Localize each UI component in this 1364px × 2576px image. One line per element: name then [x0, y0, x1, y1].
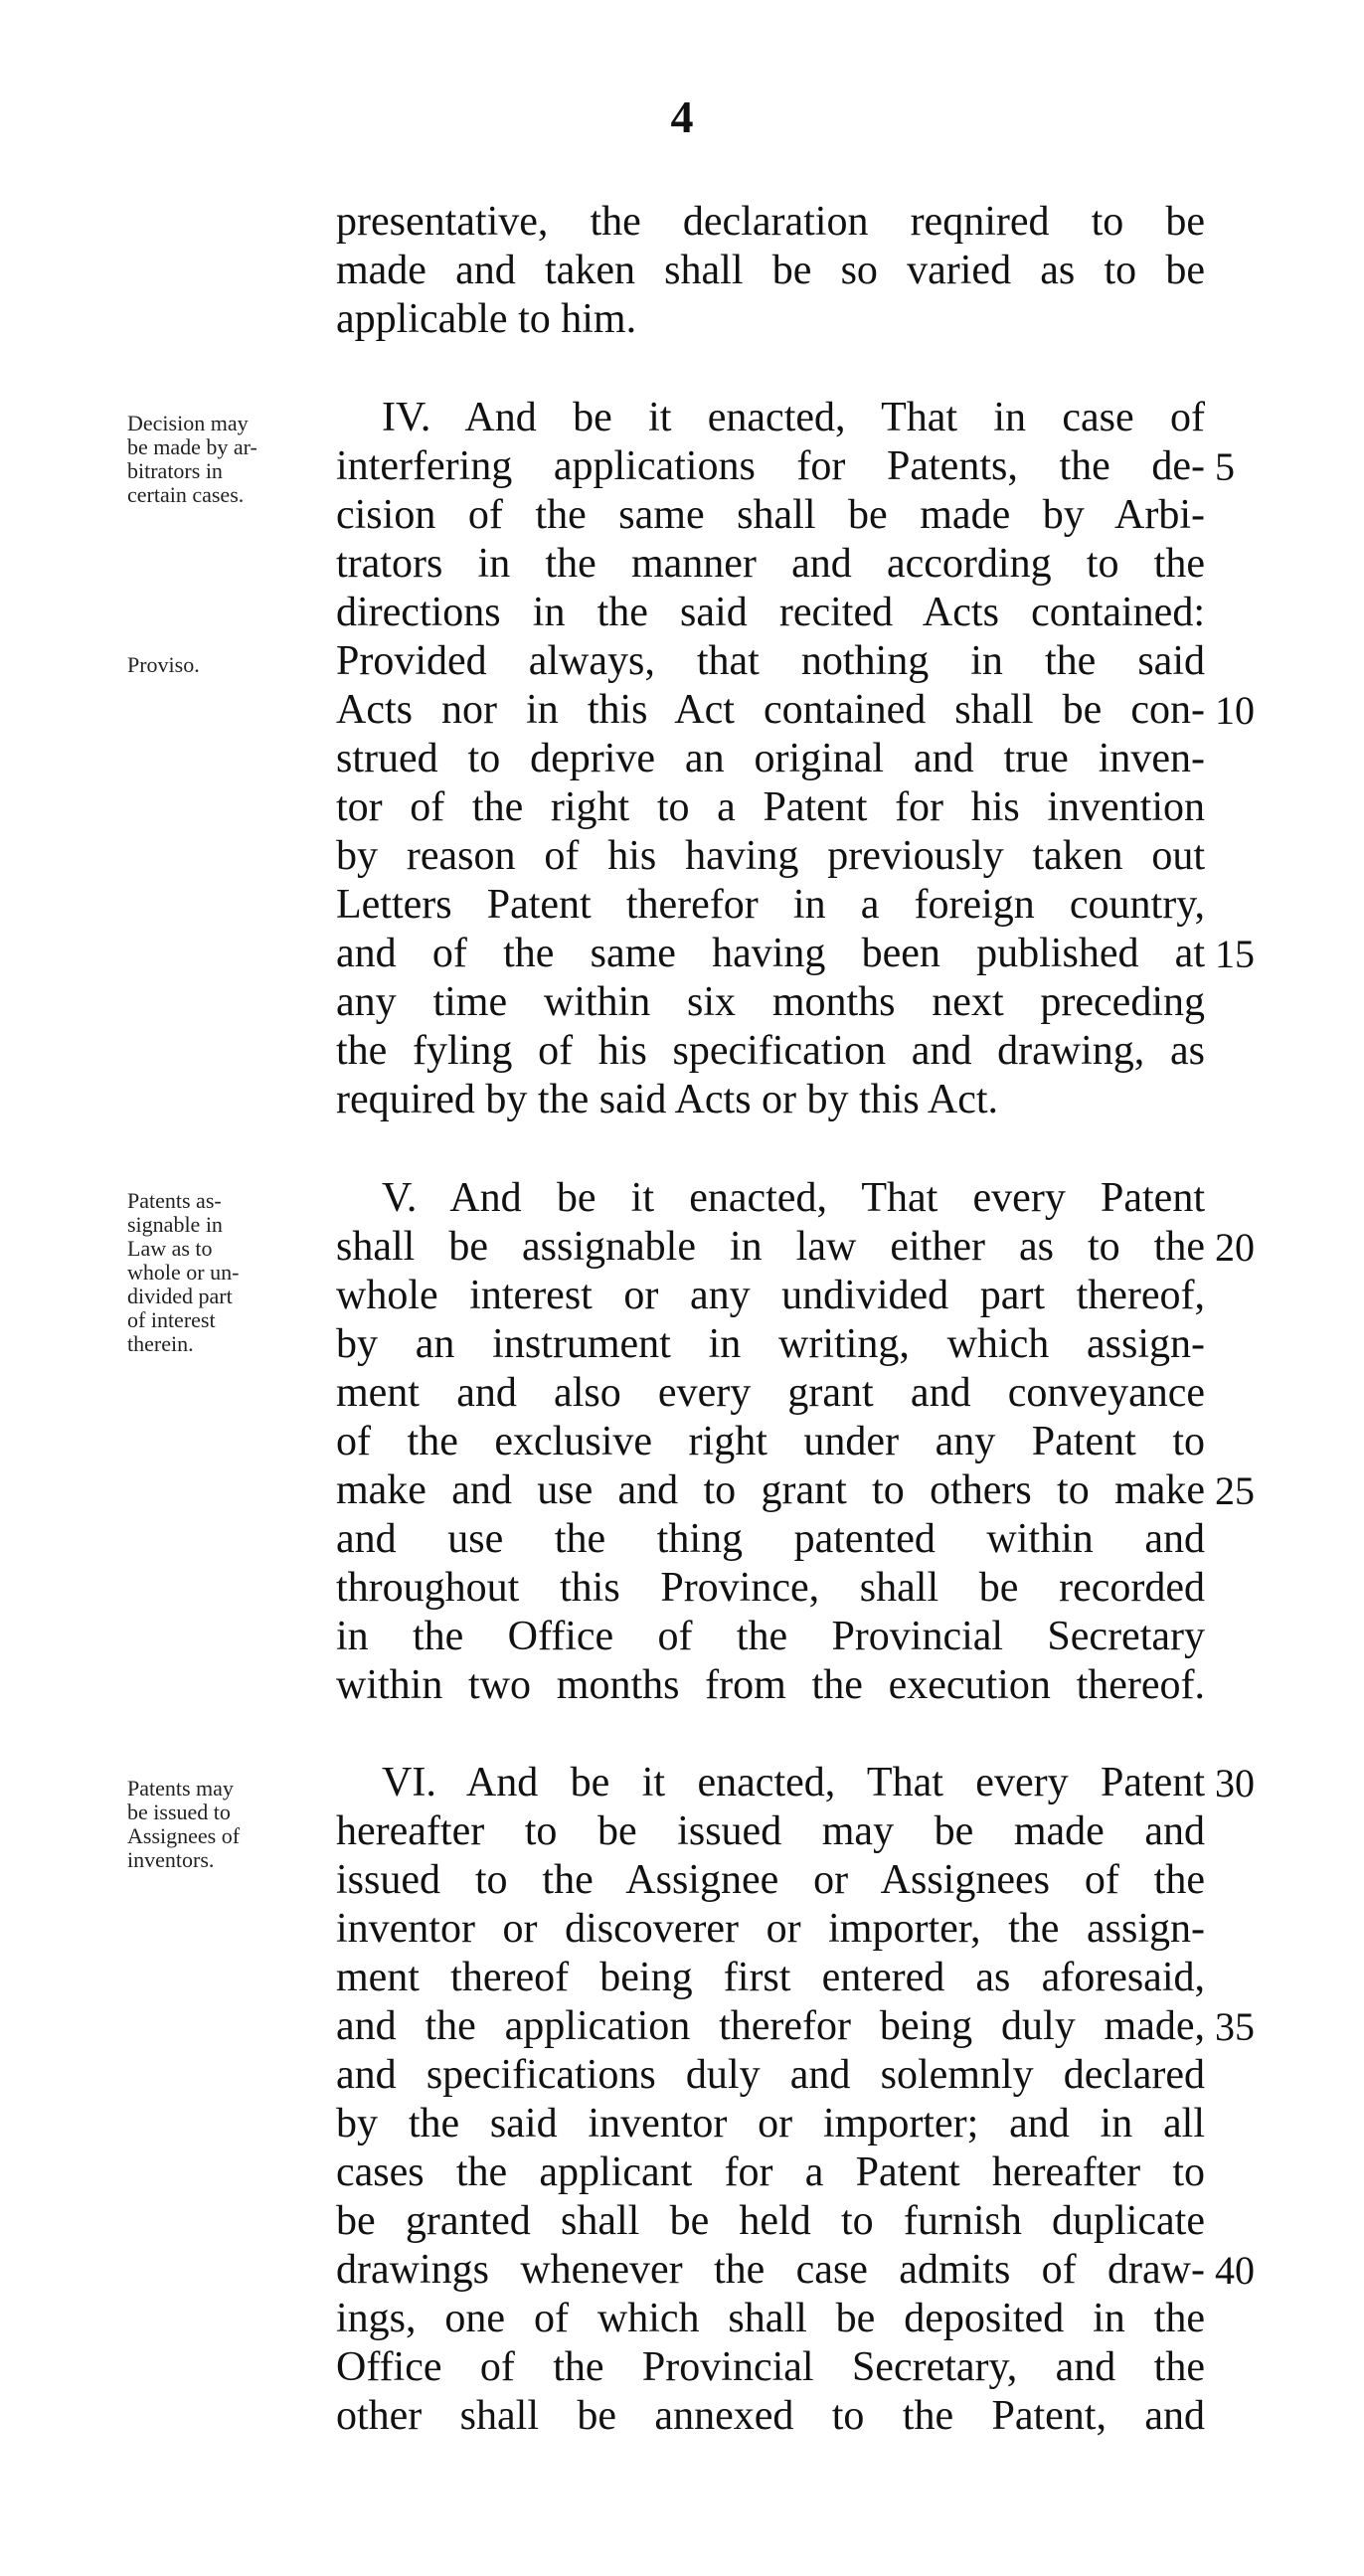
- text-line: V. And be it enacted, That every Patent: [382, 1175, 1205, 1221]
- text-line: any time within six months next preceding: [336, 979, 1205, 1025]
- line-number: 30: [1215, 1761, 1255, 1805]
- text-line: applicable to him.: [336, 296, 637, 342]
- text-line: in the Office of the Provincial Secretary: [336, 1614, 1205, 1659]
- text-line: by an instrument in writing, which assign-: [336, 1321, 1205, 1367]
- line-number: 15: [1215, 932, 1255, 976]
- text-line: Acts nor in this Act contained shall be con-: [336, 687, 1205, 733]
- text-line: other shall be annexed to the Patent, and: [336, 2393, 1205, 2439]
- text-line: made and taken shall be so varied as to be: [336, 248, 1205, 293]
- text-line: cision of the same shall be made by Arbi-: [336, 492, 1205, 538]
- text-line: ment and also every grant and conveyance: [336, 1370, 1205, 1416]
- marginal-note-decision: Decision may be made by ar- bitrators in certain cases.: [127, 411, 257, 507]
- marginal-note-assignable: Patents as- signable in Law as to whole or un- divided part of interest therein.: [127, 1188, 240, 1356]
- text-line: directions in the said recited Acts contained:: [336, 590, 1205, 635]
- marginal-note-assignees: Patents may be issued to Assignees of inventors.: [127, 1776, 241, 1872]
- line-number: 35: [1215, 2004, 1255, 2049]
- text-line: whole interest or any undivided part thereof,: [336, 1273, 1205, 1318]
- text-line: and use the thing patented within and: [336, 1516, 1205, 1562]
- line-number: 40: [1215, 2248, 1255, 2293]
- text-line: and specifications duly and solemnly declared: [336, 2052, 1205, 2098]
- text-line: of the exclusive right under any Patent to: [336, 1419, 1205, 1464]
- text-line: ment thereof being first entered as aforesaid,: [336, 1955, 1205, 2000]
- line-number: 25: [1215, 1468, 1255, 1513]
- text-line: issued to the Assignee or Assignees of the: [336, 1857, 1205, 1903]
- text-line: strued to deprive an original and true inven-: [336, 736, 1205, 781]
- text-line: interfering applications for Patents, the de-: [336, 443, 1205, 489]
- text-line: Provided always, that nothing in the said: [336, 638, 1205, 684]
- marginal-note-proviso: Proviso.: [127, 652, 200, 677]
- text-line: inventor or discoverer or importer, the assign-: [336, 1906, 1205, 1952]
- text-line: by the said inventor or importer; and in all: [336, 2101, 1205, 2147]
- text-line: be granted shall be held to furnish duplicate: [336, 2198, 1205, 2244]
- text-line: within two months from the execution thereof.: [336, 1662, 1205, 1708]
- text-line: required by the said Acts or by this Act.: [336, 1077, 999, 1122]
- text-line: throughout this Province, shall be recorded: [336, 1565, 1205, 1611]
- text-line: presentative, the declaration reqnired to be: [336, 199, 1205, 245]
- text-line: VI. And be it enacted, That every Patent: [382, 1760, 1205, 1805]
- text-line: and the application therefor being duly made,: [336, 2003, 1205, 2049]
- text-line: make and use and to grant to others to make: [336, 1467, 1205, 1513]
- text-line: Office of the Provincial Secretary, and the: [336, 2344, 1205, 2390]
- line-number: 10: [1215, 688, 1255, 733]
- text-line: drawings whenever the case admits of draw-: [336, 2247, 1205, 2293]
- page-number: 4: [670, 91, 694, 142]
- text-line: and of the same having been published at: [336, 931, 1205, 976]
- text-line: cases the applicant for a Patent hereafter to: [336, 2149, 1205, 2195]
- text-line: tor of the right to a Patent for his invention: [336, 784, 1205, 830]
- line-number: 20: [1215, 1225, 1255, 1270]
- text-line: the fyling of his specification and drawing, as: [336, 1028, 1205, 1074]
- text-line: ings, one of which shall be deposited in the: [336, 2296, 1205, 2341]
- text-line: IV. And be it enacted, That in case of: [382, 395, 1205, 440]
- text-line: trators in the manner and according to the: [336, 541, 1205, 587]
- text-line: by reason of his having previously taken out: [336, 833, 1205, 879]
- text-line: shall be assignable in law either as to the: [336, 1224, 1205, 1270]
- line-number: 5: [1215, 444, 1235, 489]
- text-line: hereafter to be issued may be made and: [336, 1808, 1205, 1854]
- text-line: Letters Patent therefor in a foreign country,: [336, 882, 1205, 928]
